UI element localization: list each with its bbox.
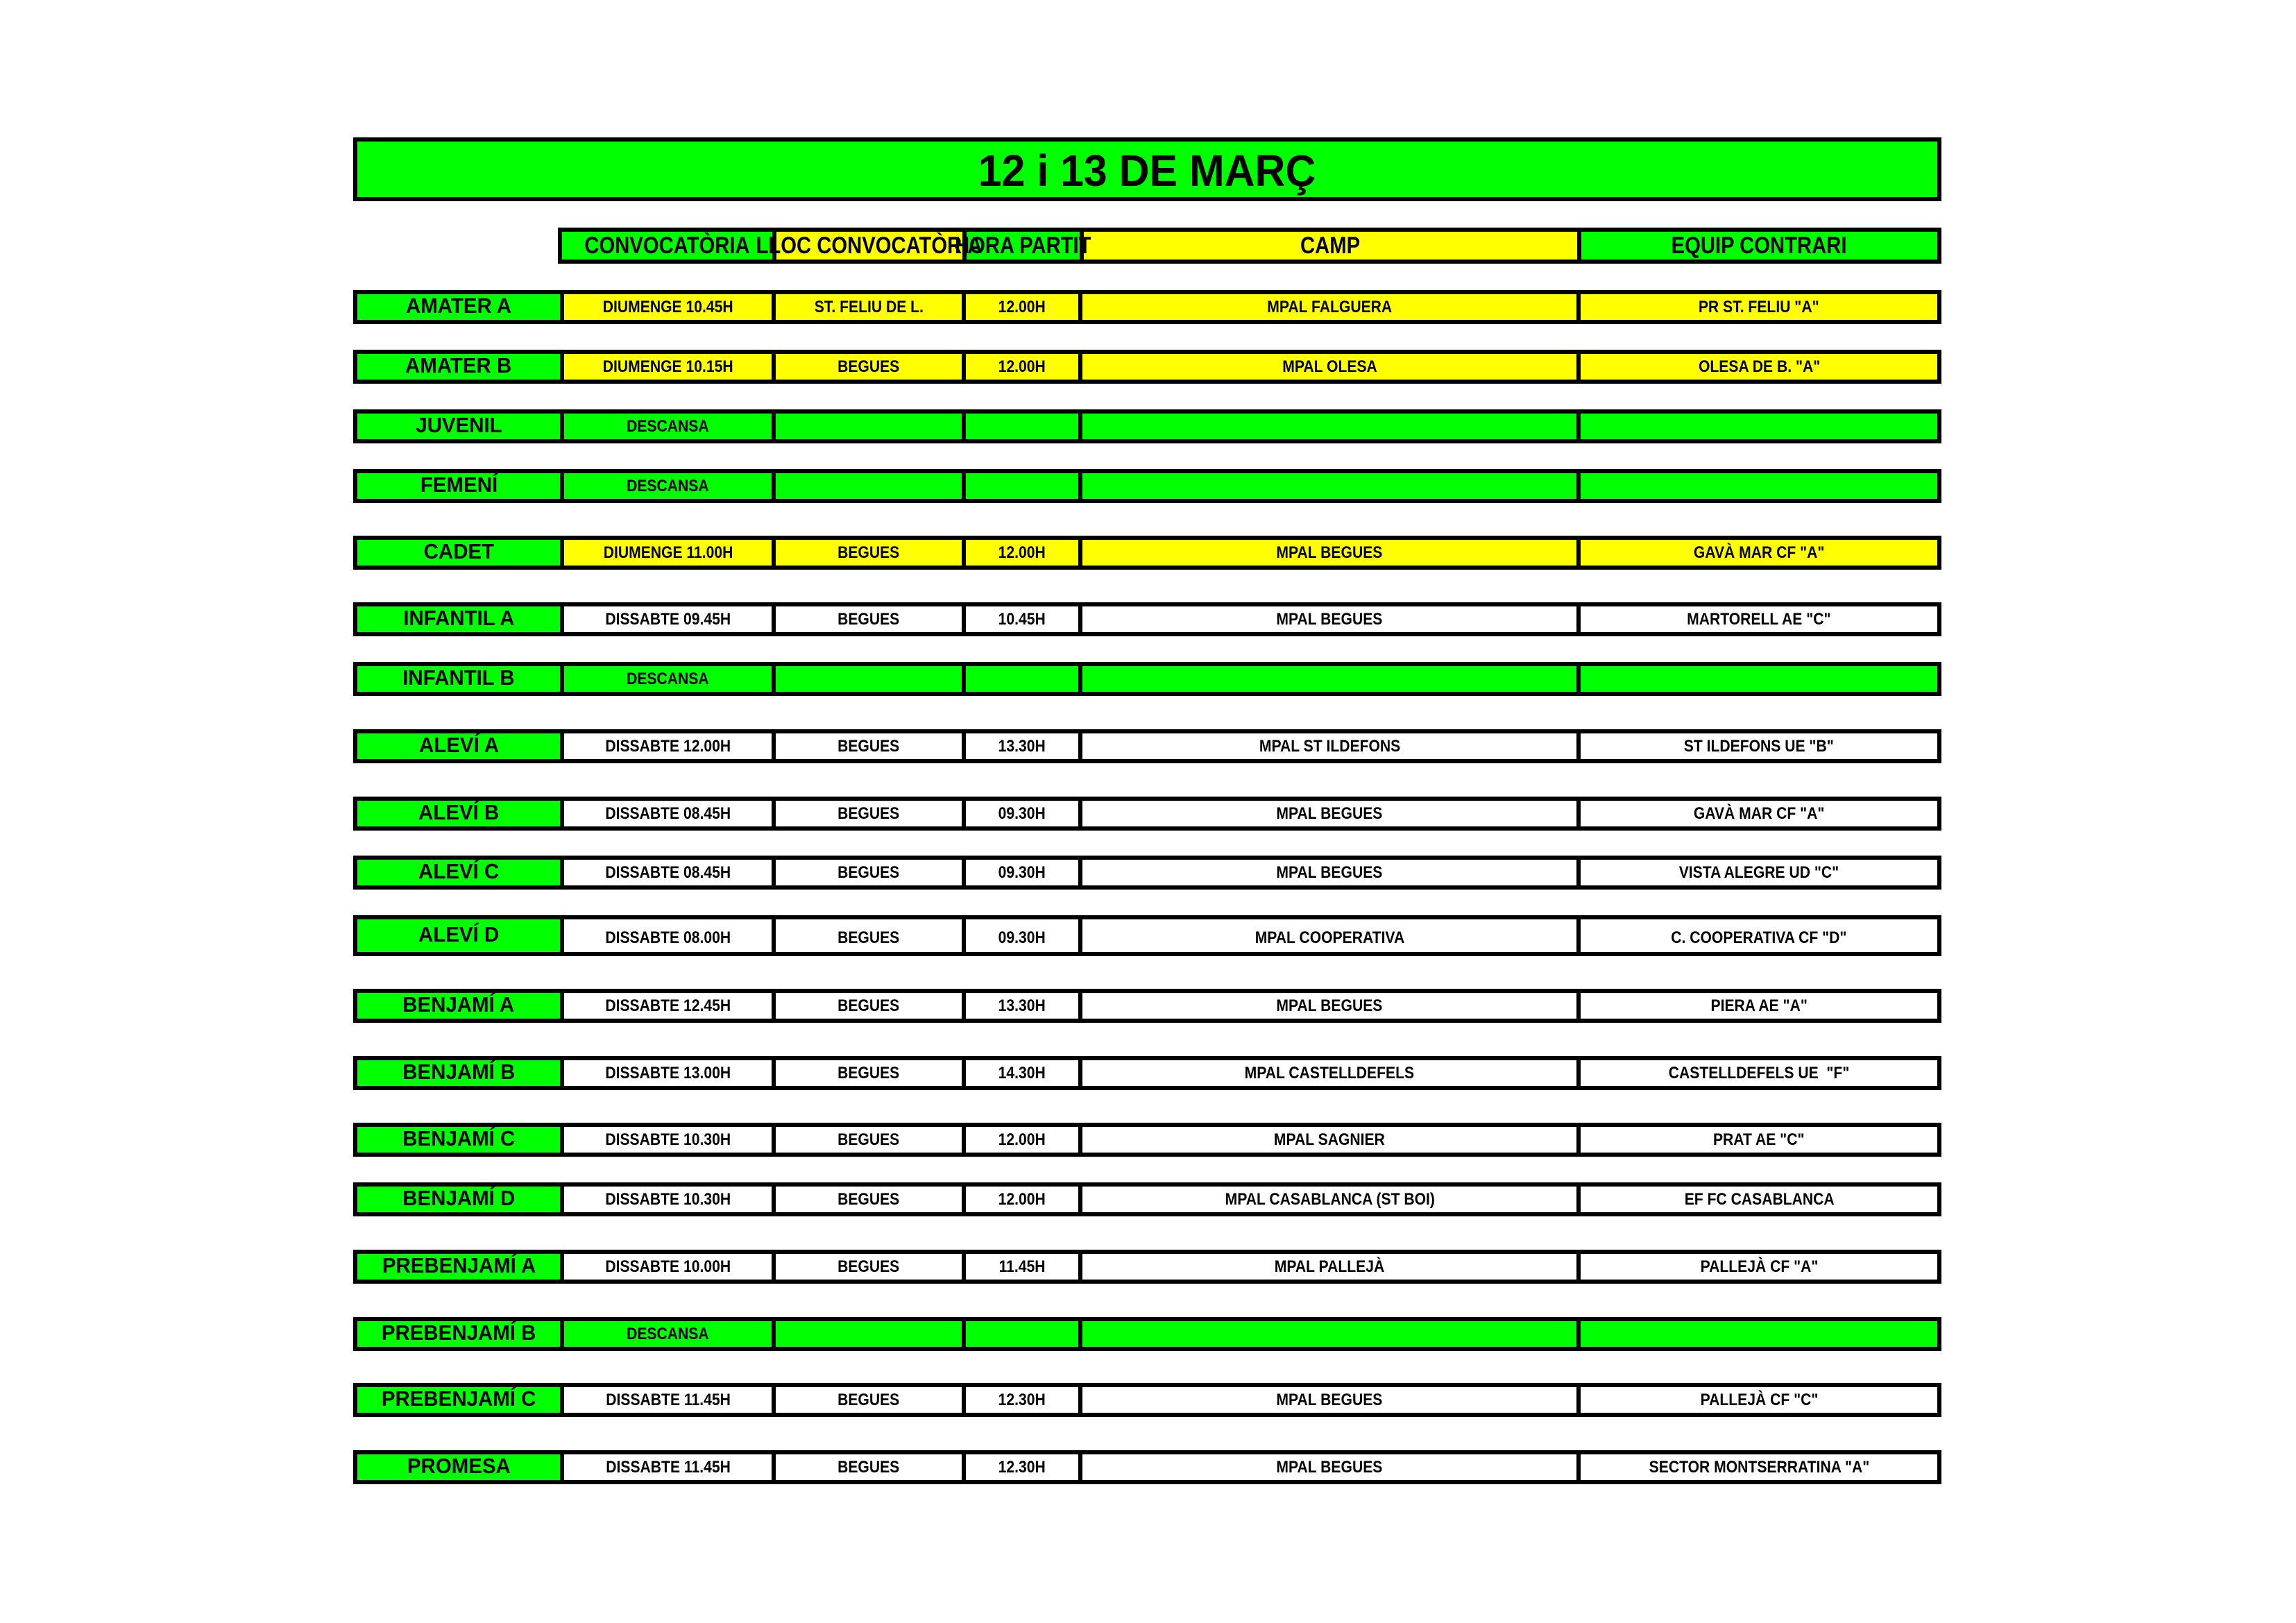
table-row — [353, 1317, 1941, 1351]
header-hora-partit — [955, 232, 1091, 260]
cell-camp — [1082, 993, 1581, 1019]
cell-equip-contrari-text: MARTORELL AE "C" — [1687, 609, 1831, 629]
team-name: PREBENJAMÍ B — [381, 1320, 536, 1345]
cell-hora-partit — [966, 473, 1083, 499]
cell-equip-contrari-text: VISTA ALEGRE UD "C" — [1678, 863, 1839, 882]
cell-equip-contrari — [1581, 733, 1941, 759]
cell-lloc-convocatoria — [776, 1254, 965, 1280]
cell-camp-text: MPAL CASABLANCA (ST BOI) — [1225, 1189, 1435, 1209]
cell-equip-contrari — [1581, 666, 1941, 692]
cell-equip-contrari — [1581, 860, 1941, 885]
cell-equip-contrari-text: PALLEJÀ CF "C" — [1700, 1390, 1819, 1409]
cell-equip-contrari — [1581, 1387, 1941, 1413]
cell-equip-contrari — [1581, 606, 1941, 632]
cell-team — [357, 606, 564, 632]
cell-lloc-convocatoria-text: BEGUES — [837, 1189, 900, 1209]
team-name: JUVENIL — [415, 413, 502, 437]
cell-convocatoria-text: DESCANSA — [627, 669, 710, 688]
cell-camp-text: MPAL FALGUERA — [1267, 297, 1393, 316]
header-camp-label: CAMP — [1300, 232, 1361, 259]
cell-convocatoria — [564, 294, 776, 320]
cell-lloc-convocatoria-text: BEGUES — [837, 1130, 900, 1149]
cell-convocatoria — [564, 860, 776, 885]
cell-lloc-convocatoria — [776, 801, 965, 826]
cell-convocatoria — [564, 540, 776, 566]
cell-equip-contrari-text: ST ILDEFONS UE "B" — [1684, 736, 1835, 756]
header-camp — [1084, 232, 1581, 260]
cell-team — [357, 1060, 564, 1086]
cell-lloc-convocatoria-text: BEGUES — [837, 543, 900, 562]
cell-equip-contrari — [1581, 473, 1941, 499]
cell-convocatoria-text: DISSABTE 08.45H — [605, 863, 731, 882]
team-name: PREBENJAMÍ A — [382, 1253, 536, 1277]
cell-camp-text: MPAL BEGUES — [1276, 996, 1383, 1015]
cell-lloc-convocatoria-text: ST. FELIU DE L. — [814, 297, 924, 316]
cell-lloc-convocatoria — [776, 354, 965, 380]
cell-equip-contrari-text: PALLEJÀ CF "A" — [1700, 1257, 1819, 1276]
cell-equip-contrari-text: PRAT AE "C" — [1713, 1130, 1805, 1149]
cell-equip-contrari — [1581, 919, 1941, 952]
header-lloc-label: LLOC CONVOCATÒRIA — [756, 232, 983, 259]
table-row — [353, 989, 1941, 1023]
table-row — [353, 1383, 1941, 1417]
cell-convocatoria-text: DIUMENGE 11.00H — [603, 543, 733, 562]
table-row — [353, 662, 1941, 696]
cell-equip-contrari-text: OLESA DE B. "A" — [1698, 357, 1820, 376]
cell-team — [357, 666, 564, 692]
cell-lloc-convocatoria-text: BEGUES — [837, 863, 900, 882]
cell-lloc-convocatoria — [776, 733, 965, 759]
cell-convocatoria-text: DISSABTE 11.45H — [606, 1457, 731, 1477]
cell-team — [357, 540, 564, 566]
schedule-title-banner — [353, 137, 1941, 201]
cell-camp — [1082, 540, 1581, 566]
cell-hora-partit — [966, 540, 1083, 566]
cell-lloc-convocatoria-text: BEGUES — [837, 1390, 900, 1409]
team-name: PROMESA — [407, 1454, 511, 1478]
cell-lloc-convocatoria — [776, 993, 965, 1019]
cell-convocatoria — [564, 733, 776, 759]
team-name: ALEVÍ A — [418, 733, 499, 757]
cell-lloc-convocatoria — [776, 666, 965, 692]
cell-camp — [1082, 860, 1581, 885]
cell-equip-contrari — [1581, 1254, 1941, 1280]
cell-team — [357, 993, 564, 1019]
cell-convocatoria-text: DISSABTE 08.45H — [605, 804, 731, 823]
table-row — [353, 536, 1941, 570]
team-name: AMATER B — [405, 353, 512, 377]
cell-equip-contrari — [1581, 1060, 1941, 1086]
team-name: BENJAMÍ D — [402, 1186, 516, 1210]
cell-equip-contrari — [1581, 354, 1941, 380]
cell-convocatoria-text: DISSABTE 10.00H — [605, 1257, 731, 1276]
table-row — [353, 1056, 1941, 1090]
cell-camp — [1082, 606, 1581, 632]
cell-convocatoria — [564, 1321, 776, 1347]
cell-convocatoria — [564, 1127, 776, 1153]
cell-camp-text: MPAL COOPERATIVA — [1255, 928, 1405, 947]
cell-hora-partit-text: 12.00H — [998, 357, 1046, 376]
cell-camp — [1082, 1321, 1581, 1347]
team-name: BENJAMÍ B — [402, 1060, 516, 1084]
cell-team — [357, 354, 564, 380]
cell-lloc-convocatoria-text: BEGUES — [837, 804, 900, 823]
cell-camp-text: MPAL BEGUES — [1276, 609, 1383, 629]
cell-hora-partit-text: 12.00H — [998, 1189, 1046, 1209]
header-equip-label: EQUIP CONTRARI — [1672, 232, 1847, 259]
cell-hora-partit-text: 12.00H — [998, 1130, 1046, 1149]
cell-camp — [1082, 354, 1581, 380]
cell-hora-partit-text: 12.00H — [998, 297, 1046, 316]
cell-convocatoria — [564, 666, 776, 692]
team-name: FEMENÍ — [420, 473, 498, 497]
cell-team — [357, 733, 564, 759]
header-convocatoria — [562, 232, 776, 260]
team-name: ALEVÍ C — [418, 859, 500, 883]
cell-equip-contrari-text: GAVÀ MAR CF "A" — [1693, 543, 1825, 562]
table-row — [353, 915, 1941, 956]
cell-equip-contrari — [1581, 414, 1941, 439]
schedule-title: 12 i 13 DE MARÇ — [978, 146, 1316, 196]
cell-convocatoria-text: DESCANSA — [627, 476, 710, 495]
cell-lloc-convocatoria-text: BEGUES — [837, 609, 900, 629]
cell-hora-partit — [966, 294, 1083, 320]
cell-convocatoria-text: DISSABTE 12.45H — [605, 996, 731, 1015]
team-name: BENJAMÍ C — [402, 1126, 516, 1150]
cell-convocatoria — [564, 993, 776, 1019]
cell-equip-contrari — [1581, 1187, 1941, 1212]
cell-hora-partit-text: 12.30H — [998, 1457, 1046, 1477]
cell-equip-contrari — [1581, 540, 1941, 566]
cell-lloc-convocatoria — [776, 414, 965, 439]
table-row — [353, 1250, 1941, 1284]
cell-camp — [1082, 473, 1581, 499]
team-name: ALEVÍ D — [418, 922, 500, 946]
cell-team — [357, 1387, 564, 1413]
cell-lloc-convocatoria — [776, 1127, 965, 1153]
cell-hora-partit — [966, 1387, 1083, 1413]
cell-convocatoria-text: DISSABTE 11.45H — [606, 1390, 731, 1409]
team-name: CADET — [423, 539, 494, 563]
cell-team — [357, 473, 564, 499]
cell-lloc-convocatoria — [776, 1187, 965, 1212]
cell-team — [357, 294, 564, 320]
cell-camp-text: MPAL BEGUES — [1276, 804, 1383, 823]
header-equip-contrari — [1581, 232, 1941, 260]
cell-convocatoria-text: DISSABTE 10.30H — [605, 1130, 731, 1149]
team-name: AMATER A — [406, 294, 512, 318]
header-convocatoria-label: CONVOCATÒRIA — [584, 232, 750, 259]
cell-equip-contrari — [1581, 993, 1941, 1019]
cell-lloc-convocatoria-text: BEGUES — [837, 1457, 900, 1477]
cell-hora-partit — [966, 801, 1083, 826]
cell-equip-contrari — [1581, 1321, 1941, 1347]
table-row — [353, 290, 1941, 324]
cell-hora-partit-text: 12.30H — [998, 1390, 1046, 1409]
cell-hora-partit — [966, 919, 1083, 952]
cell-lloc-convocatoria — [776, 294, 965, 320]
cell-hora-partit — [966, 666, 1083, 692]
cell-team — [357, 1254, 564, 1280]
cell-convocatoria — [564, 414, 776, 439]
table-row — [353, 729, 1941, 763]
cell-equip-contrari-text: C. COOPERATIVA CF "D" — [1671, 928, 1847, 947]
table-row — [353, 1182, 1941, 1216]
cell-hora-partit — [966, 993, 1083, 1019]
team-name: PREBENJAMÍ C — [381, 1386, 536, 1411]
cell-hora-partit — [966, 733, 1083, 759]
table-row — [353, 602, 1941, 636]
team-name: INFANTIL A — [402, 606, 515, 630]
team-name: BENJAMÍ A — [402, 992, 515, 1017]
table-row — [353, 350, 1941, 384]
team-name: INFANTIL B — [402, 665, 515, 690]
cell-team — [357, 1321, 564, 1347]
cell-convocatoria — [564, 606, 776, 632]
cell-camp — [1082, 1454, 1581, 1480]
cell-equip-contrari — [1581, 294, 1941, 320]
cell-camp — [1082, 1187, 1581, 1212]
cell-camp — [1082, 919, 1581, 952]
cell-lloc-convocatoria — [776, 473, 965, 499]
cell-lloc-convocatoria — [776, 606, 965, 632]
cell-team — [357, 1454, 564, 1480]
cell-equip-contrari-text: PR ST. FELIU "A" — [1699, 297, 1820, 316]
cell-hora-partit — [966, 860, 1083, 885]
cell-lloc-convocatoria-text: BEGUES — [837, 928, 900, 947]
cell-hora-partit-text: 09.30H — [998, 863, 1046, 882]
cell-camp — [1082, 733, 1581, 759]
cell-lloc-convocatoria — [776, 1387, 965, 1413]
cell-camp — [1082, 1254, 1581, 1280]
cell-convocatoria — [564, 1060, 776, 1086]
table-row — [353, 797, 1941, 831]
table-row — [353, 409, 1941, 443]
cell-convocatoria-text: DESCANSA — [627, 1324, 710, 1343]
cell-camp-text: MPAL BEGUES — [1276, 543, 1383, 562]
cell-hora-partit-text: 14.30H — [998, 1063, 1046, 1082]
cell-hora-partit — [966, 1127, 1083, 1153]
cell-camp — [1082, 1127, 1581, 1153]
cell-equip-contrari-text: CASTELLDEFELS UE "F" — [1668, 1063, 1850, 1082]
table-row — [353, 1450, 1941, 1484]
cell-convocatoria — [564, 354, 776, 380]
cell-convocatoria-text: DISSABTE 13.00H — [605, 1063, 731, 1082]
cell-convocatoria — [564, 1454, 776, 1480]
cell-hora-partit — [966, 414, 1083, 439]
cell-camp-text: MPAL SAGNIER — [1274, 1130, 1386, 1149]
cell-hora-partit-text: 10.45H — [998, 609, 1046, 629]
cell-convocatoria — [564, 1187, 776, 1212]
cell-hora-partit — [966, 1321, 1083, 1347]
cell-camp-text: MPAL BEGUES — [1276, 863, 1383, 882]
cell-hora-partit-text: 09.30H — [998, 804, 1046, 823]
cell-camp-text: MPAL OLESA — [1282, 357, 1377, 376]
cell-camp-text: MPAL BEGUES — [1276, 1457, 1383, 1477]
cell-hora-partit — [966, 1254, 1083, 1280]
cell-convocatoria — [564, 919, 776, 952]
team-name: ALEVÍ B — [418, 800, 500, 824]
cell-lloc-convocatoria-text: BEGUES — [837, 996, 900, 1015]
cell-lloc-convocatoria-text: BEGUES — [837, 1257, 900, 1276]
cell-equip-contrari-text: PIERA AE "A" — [1710, 996, 1808, 1015]
header-hora-label: HORA PARTIT — [955, 232, 1091, 259]
cell-team — [357, 1127, 564, 1153]
cell-convocatoria-text: DISSABTE 08.00H — [605, 928, 731, 947]
cell-camp-text: MPAL CASTELLDEFELS — [1245, 1063, 1415, 1082]
cell-convocatoria-text: DISSABTE 09.45H — [605, 609, 731, 629]
cell-equip-contrari-text: SECTOR MONTSERRATINA "A" — [1649, 1457, 1869, 1477]
cell-hora-partit — [966, 606, 1083, 632]
cell-lloc-convocatoria — [776, 1454, 965, 1480]
cell-equip-contrari — [1581, 1127, 1941, 1153]
table-row — [353, 1123, 1941, 1157]
cell-equip-contrari — [1581, 1454, 1941, 1480]
cell-team — [357, 919, 564, 952]
cell-equip-contrari-text: GAVÀ MAR CF "A" — [1693, 804, 1825, 823]
cell-camp-text: MPAL BEGUES — [1276, 1390, 1383, 1409]
cell-camp — [1082, 1387, 1581, 1413]
cell-hora-partit — [966, 354, 1083, 380]
cell-hora-partit-text: 11.45H — [998, 1257, 1046, 1276]
cell-camp — [1082, 294, 1581, 320]
cell-equip-contrari — [1581, 801, 1941, 826]
cell-hora-partit-text: 12.00H — [998, 543, 1046, 562]
table-row — [353, 856, 1941, 890]
cell-camp — [1082, 666, 1581, 692]
cell-team — [357, 1187, 564, 1212]
cell-camp-text: MPAL ST ILDEFONS — [1259, 736, 1401, 756]
cell-convocatoria-text: DIUMENGE 10.45H — [602, 297, 733, 316]
table-row — [353, 469, 1941, 503]
cell-hora-partit — [966, 1454, 1083, 1480]
cell-hora-partit-text: 09.30H — [998, 928, 1046, 947]
cell-convocatoria-text: DISSABTE 10.30H — [605, 1189, 731, 1209]
cell-lloc-convocatoria — [776, 860, 965, 885]
cell-team — [357, 860, 564, 885]
cell-convocatoria-text: DIUMENGE 10.15H — [602, 357, 733, 376]
cell-team — [357, 801, 564, 826]
cell-convocatoria-text: DISSABTE 12.00H — [605, 736, 731, 756]
cell-convocatoria — [564, 801, 776, 826]
cell-lloc-convocatoria — [776, 540, 965, 566]
cell-lloc-convocatoria-text: BEGUES — [837, 736, 900, 756]
cell-team — [357, 414, 564, 439]
cell-convocatoria — [564, 1254, 776, 1280]
cell-camp-text: MPAL PALLEJÀ — [1275, 1257, 1385, 1276]
cell-lloc-convocatoria — [776, 1060, 965, 1086]
cell-lloc-convocatoria — [776, 1321, 965, 1347]
column-header-row — [558, 228, 1941, 264]
cell-convocatoria — [564, 473, 776, 499]
cell-convocatoria-text: DESCANSA — [627, 416, 710, 436]
cell-camp — [1082, 1060, 1581, 1086]
cell-lloc-convocatoria-text: BEGUES — [837, 1063, 900, 1082]
cell-camp — [1082, 801, 1581, 826]
cell-convocatoria — [564, 1387, 776, 1413]
header-lloc-convocatoria — [756, 232, 983, 260]
cell-lloc-convocatoria — [776, 919, 965, 952]
cell-hora-partit — [966, 1187, 1083, 1212]
cell-hora-partit-text: 13.30H — [998, 736, 1046, 756]
cell-lloc-convocatoria-text: BEGUES — [837, 357, 900, 376]
cell-equip-contrari-text: EF FC CASABLANCA — [1684, 1189, 1835, 1209]
cell-hora-partit-text: 13.30H — [998, 996, 1046, 1015]
cell-camp — [1082, 414, 1581, 439]
cell-hora-partit — [966, 1060, 1083, 1086]
